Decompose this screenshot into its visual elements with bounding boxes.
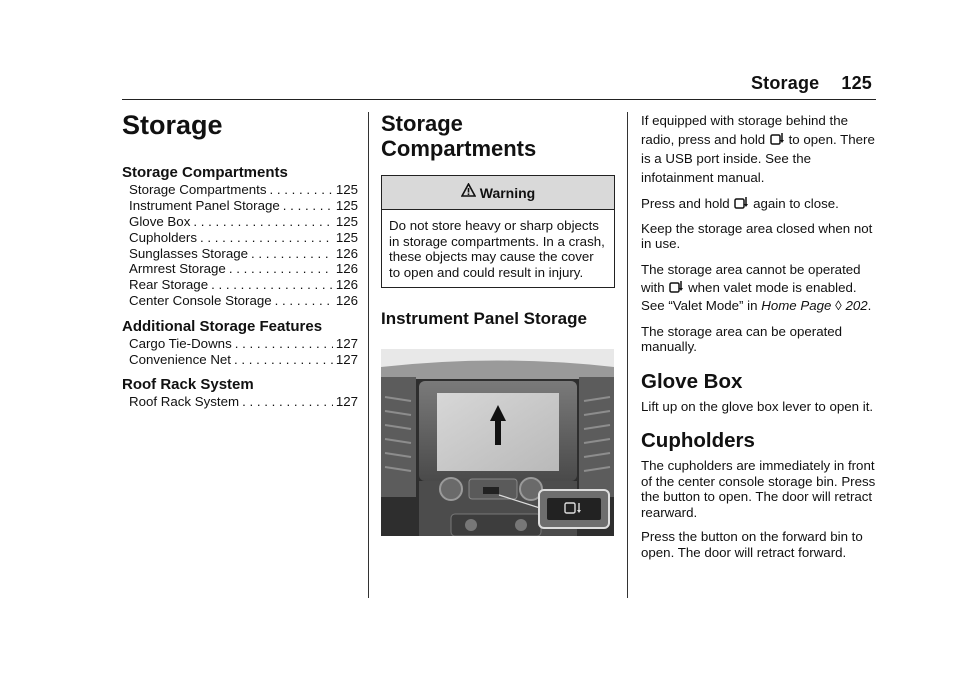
column-divider <box>627 112 628 598</box>
toc-entry[interactable]: Storage Compartments . . . 125 <box>129 182 358 198</box>
page-header <box>751 73 872 94</box>
paragraph-keep-closed: Keep the storage area closed when not in use. <box>641 220 873 251</box>
paragraph-cupholders-2: Press the button on the forward bin to open. The door will retract forward. <box>641 529 863 560</box>
instrument-panel-photo <box>381 349 614 536</box>
toc-group-heading: Storage Compartments <box>122 164 288 182</box>
toc-group <box>122 164 358 308</box>
toc-entry[interactable]: Roof Rack System . . . 127 <box>129 394 358 410</box>
toc-entry[interactable]: Glove Box . . . 125 <box>129 214 358 230</box>
instrument-panel-storage-heading: Instrument Panel Storage <box>381 309 587 328</box>
toc-entry[interactable]: Sunglasses Storage . . . 126 <box>129 246 358 262</box>
header-section: Storage <box>750 73 820 93</box>
cupholders-heading: Cupholders <box>641 429 755 452</box>
header-page-number: 125 <box>841 73 872 93</box>
warning-box <box>381 175 615 288</box>
storage-open-button-icon <box>770 132 784 146</box>
paragraph-close: Press and hold again to close. <box>641 196 839 211</box>
chapter-title: Storage <box>122 110 223 140</box>
storage-open-button-icon <box>734 196 748 210</box>
warning-header <box>382 176 614 210</box>
cross-reference-link[interactable]: Home Page ◊ 202 <box>761 297 868 313</box>
toc-entry[interactable]: Instrument Panel Storage . . . 125 <box>129 198 358 214</box>
toc-group <box>122 318 358 368</box>
storage-open-button-icon <box>669 280 683 294</box>
column-divider <box>368 112 369 598</box>
storage-details-column <box>641 100 881 560</box>
toc-group-heading: Additional Storage Features <box>122 317 323 335</box>
paragraph-valet-mode: The storage area cannot be operated with when valet mode is enabled. See “Valet Mode” in Home Page ◊ 202. <box>641 261 872 313</box>
warning-triangle-icon <box>461 183 476 202</box>
warning-label: Warning <box>479 184 536 201</box>
storage-compartments-section <box>381 100 615 536</box>
paragraph-glove-box: Lift up on the glove box lever to open it. <box>641 398 874 414</box>
paragraph-storage-radio: If equipped with storage behind the radio, press and hold to open. There is a USB port inside. See the infotainment manual. <box>641 113 875 185</box>
section-heading: Storage Compartments <box>381 111 537 161</box>
toc-entry[interactable]: Cupholders . . . 125 <box>129 230 358 246</box>
toc-entry[interactable]: Armrest Storage . . . 126 <box>129 261 358 277</box>
warning-text: Do not store heavy or sharp objects in storage compartments. In a crash, these objects may cause the cover to open and could result in injury. <box>389 218 605 280</box>
chapter-toc <box>122 100 358 410</box>
toc-entry[interactable]: Center Console Storage . . . 126 <box>129 293 358 309</box>
paragraph-cupholders-1: The cupholders are immediately in front of the center console storage bin. Press the button to open. The door will retract rearward. <box>641 458 876 520</box>
glove-box-heading: Glove Box <box>641 369 743 393</box>
toc-entry[interactable]: Cargo Tie-Downs . . . 127 <box>129 336 358 352</box>
toc-entry[interactable]: Convenience Net . . . 127 <box>129 352 358 368</box>
toc-group-heading: Roof Rack System <box>122 376 254 394</box>
toc-entry[interactable]: Rear Storage . . . 126 <box>129 277 358 293</box>
paragraph-manual: The storage area can be operated manually. <box>641 323 843 354</box>
toc-group <box>122 376 358 410</box>
